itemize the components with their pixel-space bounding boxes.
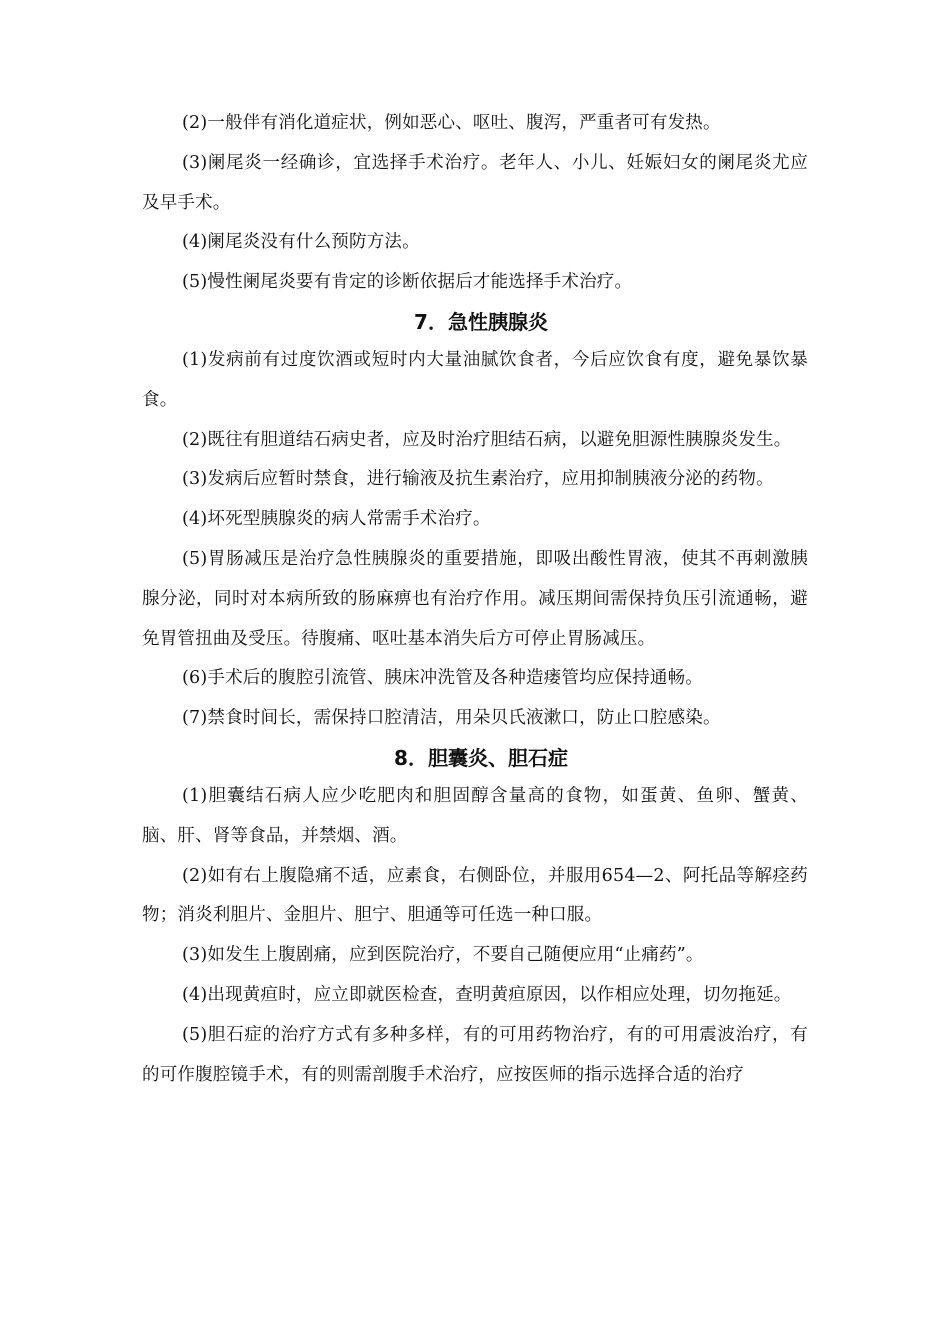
paragraph-gallstone-4: (4)出现黄疸时，应立即就医检查，查明黄疸原因，以作相应处理，切勿拖延。: [182, 984, 792, 1005]
paragraph-gallstone-3: (3)如发生上腹剧痛，应到医院治疗，不要自己随便应用“止痛药”。: [182, 945, 704, 966]
section-heading-acute-pancreatitis: 7．急性胰腺炎: [414, 309, 548, 334]
paragraph-pancreatitis-3: (3)发病后应暂时禁食，进行输液及抗生素治疗，应用抑制胰液分泌的药物。: [182, 469, 774, 490]
paragraph-pancreatitis-1: (1)发病前有过度饮酒或短时内大量油腻饮食者，今后应饮食有度，避免暴饮暴食。: [142, 349, 808, 410]
document-page: [142, 104, 808, 1095]
paragraph-appendicitis-4: (4)阑尾炎没有什么预防方法。: [182, 232, 420, 253]
paragraph-gallstone-5: (5)胆石症的治疗方式有多种多样，有的可用药物治疗，有的可用震波治疗，有的可作腹腔镜手术，有的则需剖腹手术治疗，应按医师的指示选择合适的治疗: [142, 1024, 808, 1085]
paragraph-appendicitis-3: (3)阑尾炎一经确诊，宜选择手术治疗。老年人、小儿、妊娠妇女的阑尾炎尤应及早手术。: [142, 152, 808, 213]
paragraph-pancreatitis-5: (5)胃肠减压是治疗急性胰腺炎的重要措施，即吸出酸性胃液，使其不再刺激胰腺分泌，同时对本病所致的肠麻痹也有治疗作用。减压期间需保持负压引流通畅，避免胃管扭曲及受压。待腹痛、呕吐基本消失后方可停止胃肠减压。: [142, 548, 808, 649]
paragraph-pancreatitis-6: (6)手术后的腹腔引流管、胰床冲洗管及各种造瘘管均应保持通畅。: [182, 668, 703, 689]
paragraph-pancreatitis-4: (4)坏死型胰腺炎的病人常需手术治疗。: [182, 509, 491, 530]
paragraph-appendicitis-5: (5)慢性阑尾炎要有肯定的诊断依据后才能选择手术治疗。: [182, 272, 633, 293]
paragraph-gallstone-2: (2)如有右上腹隐痛不适，应素食，右侧卧位，并服用654—2、阿托品等解痉药物；消炎利胆片、金胆片、胆宁、胆通等可任选一种口服。: [142, 865, 808, 926]
paragraph-appendicitis-2: (2)一般伴有消化道症状，例如恶心、呕吐、腹泻，严重者可有发热。: [182, 113, 721, 133]
paragraph-pancreatitis-7: (7)禁食时间长，需保持口腔清洁，用朵贝氏液漱口，防止口腔感染。: [182, 708, 721, 729]
paragraph-gallstone-1: (1)胆囊结石病人应少吃肥肉和胆固醇含量高的食物，如蛋黄、鱼卵、蟹黄、脑、肝、肾等食品，并禁烟、酒。: [142, 785, 808, 846]
paragraph-pancreatitis-2: (2)既往有胆道结石病史者，应及时治疗胆结石病，以避免胆源性胰腺炎发生。: [182, 429, 792, 450]
section-heading-cholecystitis: 8．胆囊炎、胆石症: [394, 745, 568, 770]
